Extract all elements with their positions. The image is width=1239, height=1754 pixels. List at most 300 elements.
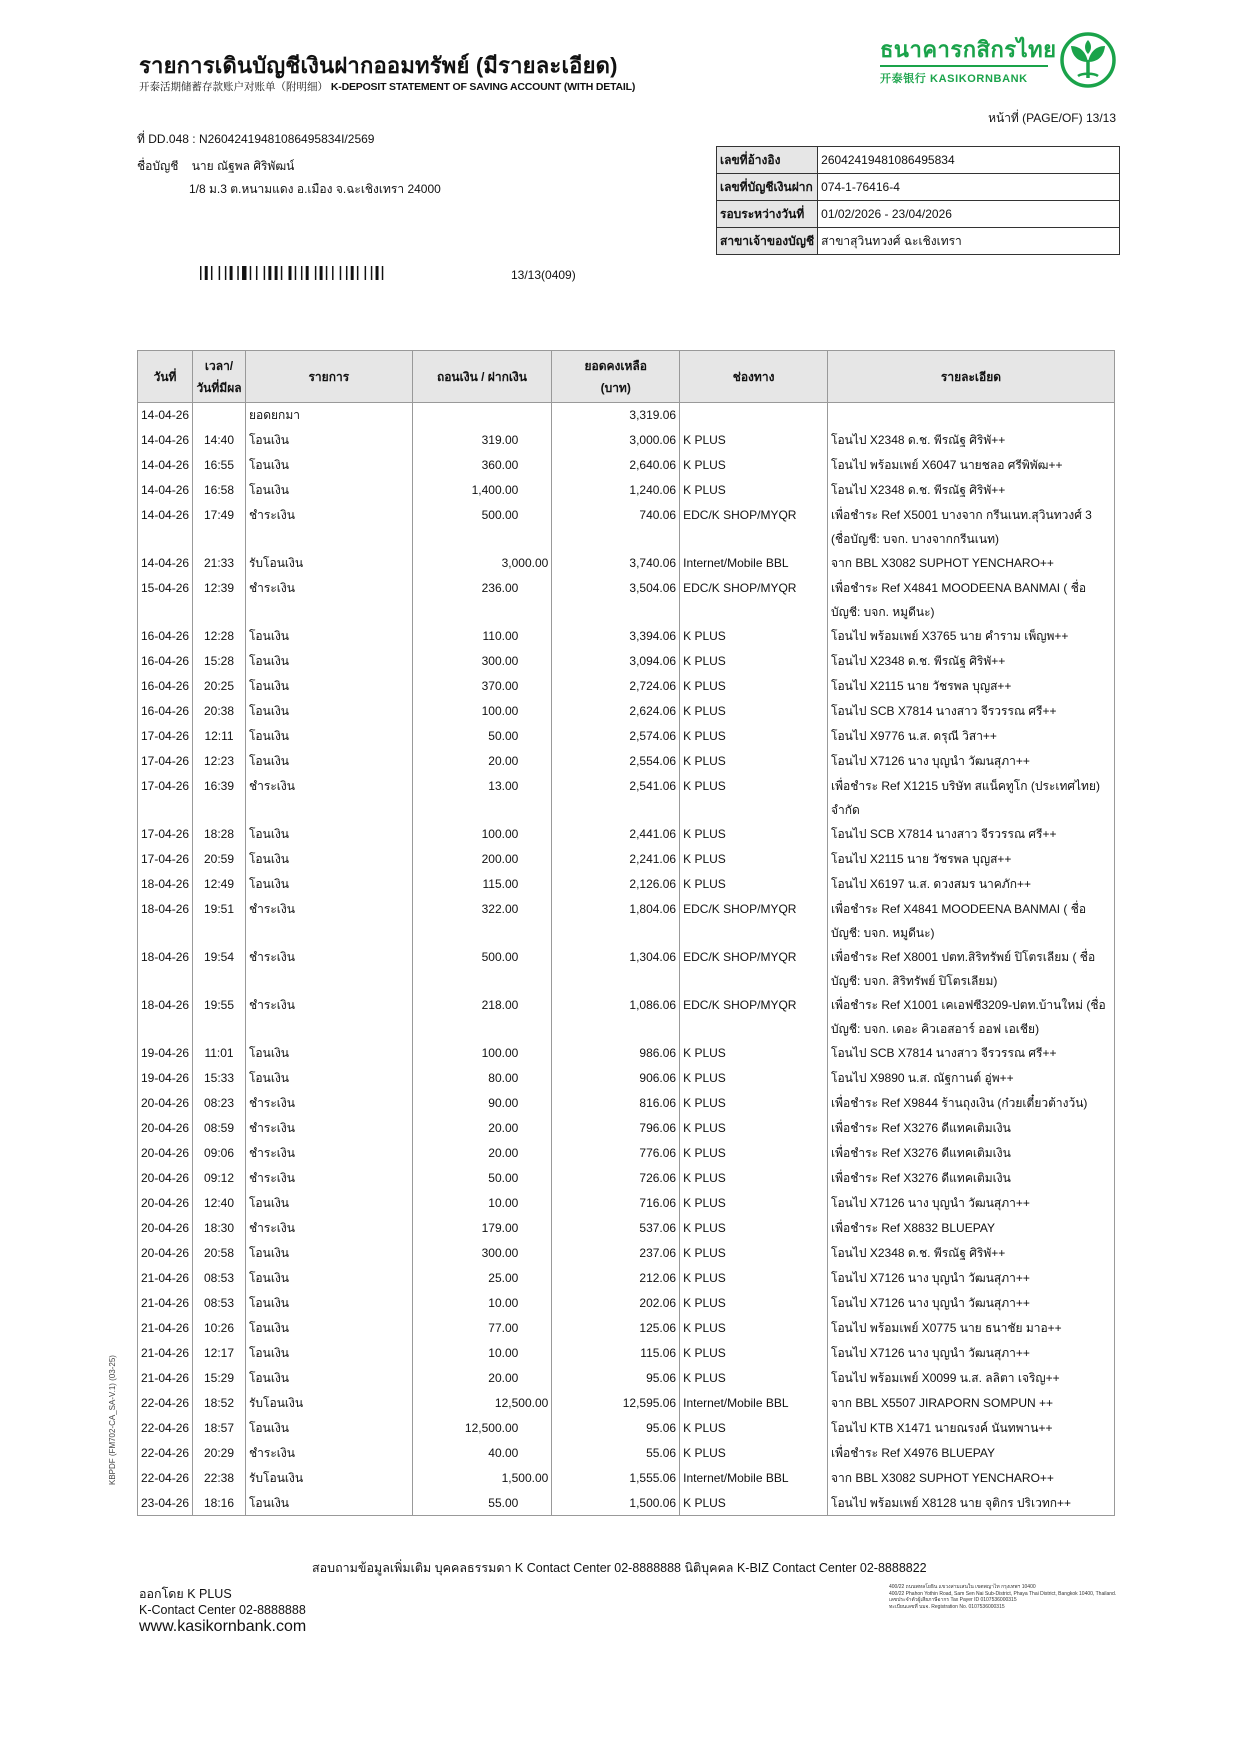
transaction-time: 19:54	[193, 945, 246, 993]
transaction-date: 21-04-26	[138, 1291, 193, 1316]
withdraw-amount: 50.00	[488, 1170, 519, 1185]
barcode-bar	[376, 266, 379, 280]
transaction-channel	[680, 403, 828, 428]
transaction-time: 08:53	[193, 1266, 246, 1291]
bank-address-line: ทะเบียนเลขที่ บมจ. Registration No. 0107536000315	[889, 1603, 1005, 1610]
barcode-bar	[237, 266, 238, 280]
transaction-channel: K PLUS	[680, 478, 828, 503]
barcode-bar	[320, 266, 323, 280]
withdraw-amount: 500.00	[481, 507, 519, 522]
transaction-date: 17-04-26	[138, 724, 193, 749]
withdraw-amount: 218.00	[481, 997, 519, 1012]
header-time	[193, 351, 246, 403]
barcode-bar	[289, 266, 292, 280]
header-channel: ช่องทาง	[680, 351, 828, 403]
transaction-type: ยอดยกมา	[245, 403, 412, 428]
transaction-detail: โอนไป X9776 น.ส. ดรุณี วิสา++	[828, 724, 1115, 749]
transaction-detail: โอนไป พร้อมเพย์ X3765 นาย คำราม เพ็ญพ++	[828, 624, 1115, 649]
transaction-amount	[412, 1141, 552, 1166]
transaction-channel: EDC/K SHOP/MYQR	[680, 503, 828, 551]
transaction-amount	[412, 1291, 552, 1316]
transaction-detail: เพื่อชำระ Ref X3276 ดีแทคเติมเงิน	[828, 1116, 1115, 1141]
transaction-date: 22-04-26	[138, 1416, 193, 1441]
transaction-date: 14-04-26	[138, 403, 193, 428]
transaction-channel: K PLUS	[680, 724, 828, 749]
transaction-detail: โอนไป พร้อมเพย์ X0775 นาย ธนาชัย มาอ++	[828, 1316, 1115, 1341]
transaction-row	[138, 576, 1115, 624]
transaction-channel: Internet/Mobile BBL	[680, 1466, 828, 1491]
transaction-amount	[412, 551, 552, 576]
transaction-row	[138, 674, 1115, 699]
transaction-type: โอนเงิน	[245, 624, 412, 649]
withdraw-amount: 90.00	[488, 1095, 519, 1110]
transaction-row	[138, 1366, 1115, 1391]
barcode-bar	[281, 266, 282, 280]
transaction-row	[138, 993, 1115, 1041]
transaction-balance: 3,394.06	[552, 624, 680, 649]
transaction-channel: K PLUS	[680, 674, 828, 699]
transaction-amount	[412, 1341, 552, 1366]
transaction-balance: 2,541.06	[552, 774, 680, 822]
transaction-channel: K PLUS	[680, 847, 828, 872]
transaction-date: 22-04-26	[138, 1391, 193, 1416]
withdraw-amount: 20.00	[488, 1370, 519, 1385]
transaction-time: 19:51	[193, 897, 246, 945]
transaction-balance: 2,554.06	[552, 749, 680, 774]
kbank-leaf-icon	[1058, 30, 1118, 90]
transaction-row	[138, 1341, 1115, 1366]
transaction-channel: K PLUS	[680, 1266, 828, 1291]
transaction-channel: K PLUS	[680, 1291, 828, 1316]
transaction-amount	[412, 1191, 552, 1216]
transaction-type: โอนเงิน	[245, 1416, 412, 1441]
transaction-date: 18-04-26	[138, 897, 193, 945]
transaction-detail: จาก BBL X3082 SUPHOT YENCHARO++	[828, 1466, 1115, 1491]
transaction-time: 20:38	[193, 699, 246, 724]
transaction-amount	[412, 1041, 552, 1066]
transaction-type: รับโอนเงิน	[245, 551, 412, 576]
transaction-row	[138, 503, 1115, 551]
withdraw-amount: 370.00	[481, 678, 519, 693]
transaction-balance: 212.06	[552, 1266, 680, 1291]
transaction-detail: โอนไป SCB X7814 นางสาว จีรวรรณ ศรี++	[828, 1041, 1115, 1066]
transaction-date: 19-04-26	[138, 1066, 193, 1091]
barcode-bar	[250, 266, 251, 280]
form-code: KBPDF (FM702-CA_SA-V.1) (03-25)	[108, 1355, 117, 1485]
transaction-amount	[412, 1166, 552, 1191]
transaction-time: 20:25	[193, 674, 246, 699]
transaction-type: โอนเงิน	[245, 1316, 412, 1341]
transaction-amount	[412, 1241, 552, 1266]
transaction-channel: EDC/K SHOP/MYQR	[680, 993, 828, 1041]
transaction-row	[138, 1266, 1115, 1291]
transaction-detail: โอนไป X7126 นาง บุญนำ วัฒนสุภา++	[828, 1266, 1115, 1291]
transaction-row	[138, 897, 1115, 945]
barcode-bar	[326, 266, 327, 280]
transaction-balance: 3,740.06	[552, 551, 680, 576]
barcode-bar	[382, 266, 383, 280]
transaction-balance: 740.06	[552, 503, 680, 551]
transaction-balance: 796.06	[552, 1116, 680, 1141]
transaction-time: 11:01	[193, 1041, 246, 1066]
transaction-balance: 816.06	[552, 1091, 680, 1116]
barcode-icon	[200, 266, 388, 280]
transaction-type: ชำระเงิน	[245, 1141, 412, 1166]
transaction-amount	[412, 847, 552, 872]
transaction-channel: K PLUS	[680, 749, 828, 774]
transaction-channel: K PLUS	[680, 1141, 828, 1166]
transaction-detail: โอนไป X9890 น.ส. ณัฐกานต์ อู่พ++	[828, 1066, 1115, 1091]
transaction-date: 20-04-26	[138, 1141, 193, 1166]
transaction-row	[138, 1091, 1115, 1116]
transaction-date: 20-04-26	[138, 1166, 193, 1191]
transaction-balance: 716.06	[552, 1191, 680, 1216]
transaction-balance: 3,000.06	[552, 428, 680, 453]
transaction-row	[138, 1166, 1115, 1191]
transaction-time: 08:23	[193, 1091, 246, 1116]
transaction-amount	[412, 945, 552, 993]
header-time-line2: วันที่มีผล	[196, 380, 242, 395]
transaction-channel: K PLUS	[680, 1216, 828, 1241]
transaction-channel: K PLUS	[680, 624, 828, 649]
account-info-value: 074-1-76416-4	[818, 174, 1120, 201]
transaction-date: 20-04-26	[138, 1091, 193, 1116]
transaction-date: 20-04-26	[138, 1116, 193, 1141]
document-number-value: N26042419481086495834I/2569	[198, 132, 375, 146]
transaction-time: 21:33	[193, 551, 246, 576]
transaction-time: 18:28	[193, 822, 246, 847]
account-name-label: ชื่อบัญชี	[137, 159, 179, 173]
transaction-time: 19:55	[193, 993, 246, 1041]
barcode-bar	[315, 266, 316, 280]
deposit-amount: 3,000.00	[501, 555, 549, 570]
transaction-channel: K PLUS	[680, 1166, 828, 1191]
transaction-row	[138, 551, 1115, 576]
withdraw-amount: 360.00	[481, 457, 519, 472]
contact-info-line: สอบถามข้อมูลเพิ่มเติม บุคคลธรรมดา K Contact Center 02-8888888 นิติบุคคล K-BIZ Contact Center 02-8888822	[312, 1561, 927, 1575]
transaction-balance: 2,241.06	[552, 847, 680, 872]
withdraw-amount: 236.00	[481, 580, 519, 595]
transaction-amount	[412, 1116, 552, 1141]
transaction-amount	[412, 872, 552, 897]
transaction-balance: 12,595.06	[552, 1391, 680, 1416]
transaction-amount	[412, 649, 552, 674]
withdraw-amount: 20.00	[488, 1145, 519, 1160]
transaction-detail: โอนไป X2115 นาย วัชรพล บุญส++	[828, 847, 1115, 872]
withdraw-amount: 322.00	[481, 901, 519, 916]
transaction-balance: 3,504.06	[552, 576, 680, 624]
transaction-type: ชำระเงิน	[245, 1166, 412, 1191]
transaction-amount	[412, 576, 552, 624]
transaction-detail: จาก BBL X5507 JIRAPORN SOMPUN ++	[828, 1391, 1115, 1416]
barcode-bar	[340, 266, 341, 280]
transaction-time: 18:57	[193, 1416, 246, 1441]
transaction-amount	[412, 1416, 552, 1441]
barcode-bar	[200, 266, 201, 280]
header-amount: ถอนเงิน / ฝากเงิน	[412, 351, 552, 403]
transaction-time: 15:33	[193, 1066, 246, 1091]
transaction-balance: 2,624.06	[552, 699, 680, 724]
transaction-detail: โอนไป X7126 นาง บุญนำ วัฒนสุภา++	[828, 1191, 1115, 1216]
withdraw-amount: 50.00	[488, 728, 519, 743]
barcode-reference: 13/13(0409)	[511, 268, 576, 282]
deposit-amount: 12,500.00	[494, 1395, 549, 1410]
transaction-row	[138, 699, 1115, 724]
transaction-channel: K PLUS	[680, 1191, 828, 1216]
barcode-bar	[225, 266, 226, 280]
transaction-balance: 1,804.06	[552, 897, 680, 945]
transaction-time: 10:26	[193, 1316, 246, 1341]
header-detail: รายละเอียด	[828, 351, 1115, 403]
transaction-channel: K PLUS	[680, 1116, 828, 1141]
transaction-detail: เพื่อชำระ Ref X9844 ร้านถุงเงิน (ก๋วยเตี๋ยวต้างว้น)	[828, 1091, 1115, 1116]
transaction-detail: เพื่อชำระ Ref X3276 ดีแทคเติมเงิน	[828, 1166, 1115, 1191]
transaction-type: โอนเงิน	[245, 822, 412, 847]
bank-address-line: 400/22 Phahon Yothin Road, Sam Sen Nai Sub-District, Phaya Thai District, Bangkok 10400, Thailand.	[889, 1590, 1117, 1597]
transaction-date: 18-04-26	[138, 945, 193, 993]
transaction-amount	[412, 1391, 552, 1416]
transaction-balance: 3,094.06	[552, 649, 680, 674]
transaction-time: 16:58	[193, 478, 246, 503]
transaction-time: 20:58	[193, 1241, 246, 1266]
transaction-type: โอนเงิน	[245, 1241, 412, 1266]
transaction-channel: K PLUS	[680, 1366, 828, 1391]
transaction-channel: K PLUS	[680, 453, 828, 478]
transaction-channel: Internet/Mobile BBL	[680, 551, 828, 576]
barcode-bar	[301, 266, 302, 280]
transaction-row	[138, 774, 1115, 822]
logo-text-thai: ธนาคารกสิกรไทย	[880, 37, 1057, 62]
transaction-time: 20:29	[193, 1441, 246, 1466]
transaction-type: โอนเงิน	[245, 1266, 412, 1291]
transaction-amount	[412, 1266, 552, 1291]
transaction-detail	[828, 403, 1115, 428]
transaction-time: 08:59	[193, 1116, 246, 1141]
transaction-balance: 537.06	[552, 1216, 680, 1241]
withdraw-amount: 55.00	[488, 1495, 519, 1510]
transaction-time	[193, 403, 246, 428]
transaction-detail: โอนไป X2348 ด.ช. พีรณัฐ ศิริพั++	[828, 649, 1115, 674]
transaction-detail: โอนไป SCB X7814 นางสาว จีรวรรณ ศรี++	[828, 822, 1115, 847]
account-info-row	[717, 228, 1120, 255]
transaction-balance: 202.06	[552, 1291, 680, 1316]
transaction-row	[138, 1066, 1115, 1091]
transaction-channel: K PLUS	[680, 1341, 828, 1366]
transaction-date: 16-04-26	[138, 674, 193, 699]
transaction-date: 16-04-26	[138, 624, 193, 649]
transaction-date: 19-04-26	[138, 1041, 193, 1066]
transaction-time: 16:55	[193, 453, 246, 478]
barcode-bar	[219, 266, 220, 280]
transaction-date: 22-04-26	[138, 1466, 193, 1491]
withdraw-amount: 200.00	[481, 851, 519, 866]
transaction-row	[138, 1291, 1115, 1316]
account-info-label: เลขที่บัญชีเงินฝาก	[717, 174, 818, 201]
transaction-amount	[412, 1366, 552, 1391]
transaction-balance: 1,555.06	[552, 1466, 680, 1491]
transaction-row	[138, 1191, 1115, 1216]
account-info-value: สาขาสุวินทวงศ์ ฉะเชิงเทรา	[818, 228, 1120, 255]
transaction-channel: K PLUS	[680, 822, 828, 847]
transaction-type: โอนเงิน	[245, 699, 412, 724]
account-info-table	[716, 146, 1120, 255]
transaction-row	[138, 1416, 1115, 1441]
transaction-balance: 3,319.06	[552, 403, 680, 428]
transaction-amount	[412, 822, 552, 847]
transaction-date: 18-04-26	[138, 993, 193, 1041]
transaction-date: 14-04-26	[138, 503, 193, 551]
transaction-type: ชำระเงิน	[245, 1216, 412, 1241]
document-number	[137, 130, 374, 149]
transaction-type: ชำระเงิน	[245, 1091, 412, 1116]
transaction-amount	[412, 897, 552, 945]
header-balance-line2: (บาท)	[600, 380, 631, 395]
transaction-date: 18-04-26	[138, 872, 193, 897]
account-name-value: นาย ณัฐพล ศิริพัฒน์	[191, 159, 295, 173]
transaction-type: โอนเงิน	[245, 649, 412, 674]
transaction-channel: K PLUS	[680, 699, 828, 724]
bank-website-link[interactable]: www.kasikornbank.com	[139, 1618, 307, 1635]
transaction-balance: 906.06	[552, 1066, 680, 1091]
statement-title-english: K-DEPOSIT STATEMENT OF SAVING ACCOUNT (WITH DETAIL)	[330, 81, 636, 93]
kasikornbank-logo	[880, 28, 1120, 92]
transaction-detail: เพื่อชำระ Ref X4841 MOODEENA BANMAI ( ชื่อบัญชี: บจก. หมูดีนะ)	[828, 576, 1115, 624]
transaction-time: 12:49	[193, 872, 246, 897]
transaction-channel: K PLUS	[680, 774, 828, 822]
transaction-date: 21-04-26	[138, 1341, 193, 1366]
withdraw-amount: 25.00	[488, 1270, 519, 1285]
transaction-row	[138, 1216, 1115, 1241]
transaction-detail: โอนไป X2115 นาย วัชรพล บุญส++	[828, 674, 1115, 699]
transaction-time: 12:11	[193, 724, 246, 749]
transaction-amount	[412, 453, 552, 478]
transaction-row	[138, 822, 1115, 847]
transaction-amount	[412, 749, 552, 774]
barcode-bar	[351, 266, 354, 280]
transaction-detail: โอนไป X7126 นาง บุญนำ วัฒนสุภา++	[828, 1291, 1115, 1316]
k-contact-center: K-Contact Center 02-8888888	[139, 1603, 306, 1617]
transaction-amount	[412, 1466, 552, 1491]
transaction-row	[138, 1316, 1115, 1341]
transaction-time: 20:59	[193, 847, 246, 872]
transaction-type: โอนเงิน	[245, 724, 412, 749]
transaction-time: 18:16	[193, 1491, 246, 1516]
transaction-type: รับโอนเงิน	[245, 1391, 412, 1416]
transaction-row	[138, 1141, 1115, 1166]
barcode-bar	[357, 266, 358, 280]
transaction-detail: โอนไป X7126 นาง บุญนำ วัฒนสุภา++	[828, 749, 1115, 774]
transaction-time: 18:30	[193, 1216, 246, 1241]
transaction-balance: 1,086.06	[552, 993, 680, 1041]
issued-by: ออกโดย K PLUS	[139, 1587, 232, 1601]
barcode-bar	[365, 266, 366, 280]
header-date: วันที่	[138, 351, 193, 403]
transaction-date: 16-04-26	[138, 649, 193, 674]
transaction-amount	[412, 699, 552, 724]
transaction-detail: โอนไป X2348 ด.ช. พีรณัฐ ศิริพั++	[828, 428, 1115, 453]
account-name	[137, 157, 294, 176]
transaction-detail: เพื่อชำระ Ref X1215 บริษัท สแน็คทูโก (ประเทศไทย) จำกัด	[828, 774, 1115, 822]
transaction-balance: 2,441.06	[552, 822, 680, 847]
withdraw-amount: 20.00	[488, 1120, 519, 1135]
transaction-detail: จาก BBL X3082 SUPHOT YENCHARO++	[828, 551, 1115, 576]
transaction-channel: K PLUS	[680, 1066, 828, 1091]
transaction-row	[138, 945, 1115, 993]
withdraw-amount: 319.00	[481, 432, 519, 447]
transaction-detail: โอนไป X2348 ด.ช. พีรณัฐ ศิริพั++	[828, 478, 1115, 503]
withdraw-amount: 13.00	[488, 778, 519, 793]
transaction-date: 17-04-26	[138, 749, 193, 774]
transaction-channel: Internet/Mobile BBL	[680, 1391, 828, 1416]
transaction-time: 12:28	[193, 624, 246, 649]
account-info-value: 26042419481086495834	[818, 147, 1120, 174]
transaction-amount	[412, 624, 552, 649]
transactions-table	[137, 350, 1115, 1516]
transaction-type: โอนเงิน	[245, 453, 412, 478]
transaction-balance: 55.06	[552, 1441, 680, 1466]
barcode-bar	[211, 266, 212, 280]
transaction-row	[138, 478, 1115, 503]
barcode-bar	[346, 266, 347, 280]
transaction-row	[138, 1466, 1115, 1491]
account-info-row	[717, 174, 1120, 201]
transaction-amount	[412, 428, 552, 453]
transaction-date: 22-04-26	[138, 1441, 193, 1466]
transaction-row	[138, 453, 1115, 478]
transaction-amount	[412, 993, 552, 1041]
transaction-detail: เพื่อชำระ Ref X8832 BLUEPAY	[828, 1216, 1115, 1241]
transaction-detail: โอนไป KTB X1471 นายณรงค์ นันทพาน++	[828, 1416, 1115, 1441]
transaction-balance: 776.06	[552, 1141, 680, 1166]
withdraw-amount: 110.00	[482, 628, 519, 643]
transaction-time: 14:40	[193, 428, 246, 453]
transaction-channel: K PLUS	[680, 428, 828, 453]
transaction-row	[138, 428, 1115, 453]
transaction-row	[138, 403, 1115, 428]
withdraw-amount: 179.00	[481, 1220, 519, 1235]
transaction-type: ชำระเงิน	[245, 945, 412, 993]
transaction-amount	[412, 1066, 552, 1091]
transaction-detail: เพื่อชำระ Ref X1001 เคเอฟซี3209-ปตท.บ้านใหม่ (ชื่อบัญชี: บจก. เดอะ คิวเอสอาร์ ออฟ เอเชีย)	[828, 993, 1115, 1041]
transaction-type: โอนเงิน	[245, 674, 412, 699]
withdraw-amount: 77.00	[488, 1320, 519, 1335]
transaction-type: โอนเงิน	[245, 847, 412, 872]
barcode-bar	[371, 266, 372, 280]
withdraw-amount: 10.00	[488, 1295, 519, 1310]
transaction-channel: K PLUS	[680, 1416, 828, 1441]
transaction-balance: 726.06	[552, 1166, 680, 1191]
transaction-row	[138, 749, 1115, 774]
withdraw-amount: 500.00	[481, 949, 519, 964]
transaction-balance: 115.06	[552, 1341, 680, 1366]
transaction-balance: 2,574.06	[552, 724, 680, 749]
transaction-date: 23-04-26	[138, 1491, 193, 1516]
transaction-time: 12:23	[193, 749, 246, 774]
transaction-row	[138, 1041, 1115, 1066]
barcode-bar	[264, 266, 265, 280]
transaction-type: โอนเงิน	[245, 1491, 412, 1516]
transaction-balance: 237.06	[552, 1241, 680, 1266]
transaction-balance: 2,640.06	[552, 453, 680, 478]
transaction-date: 17-04-26	[138, 847, 193, 872]
transaction-detail: เพื่อชำระ Ref X5001 บางจาก กรีนเนท.สุวินทวงศ์ 3 (ชื่อบัญชี: บจก. บางจากกรีนเนท)	[828, 503, 1115, 551]
barcode-bar	[205, 266, 208, 280]
transaction-detail: โอนไป X7126 นาง บุญนำ วัฒนสุภา++	[828, 1341, 1115, 1366]
withdraw-amount: 100.00	[481, 703, 519, 718]
transaction-type: ชำระเงิน	[245, 897, 412, 945]
transaction-type: ชำระเงิน	[245, 503, 412, 551]
transaction-amount	[412, 1316, 552, 1341]
